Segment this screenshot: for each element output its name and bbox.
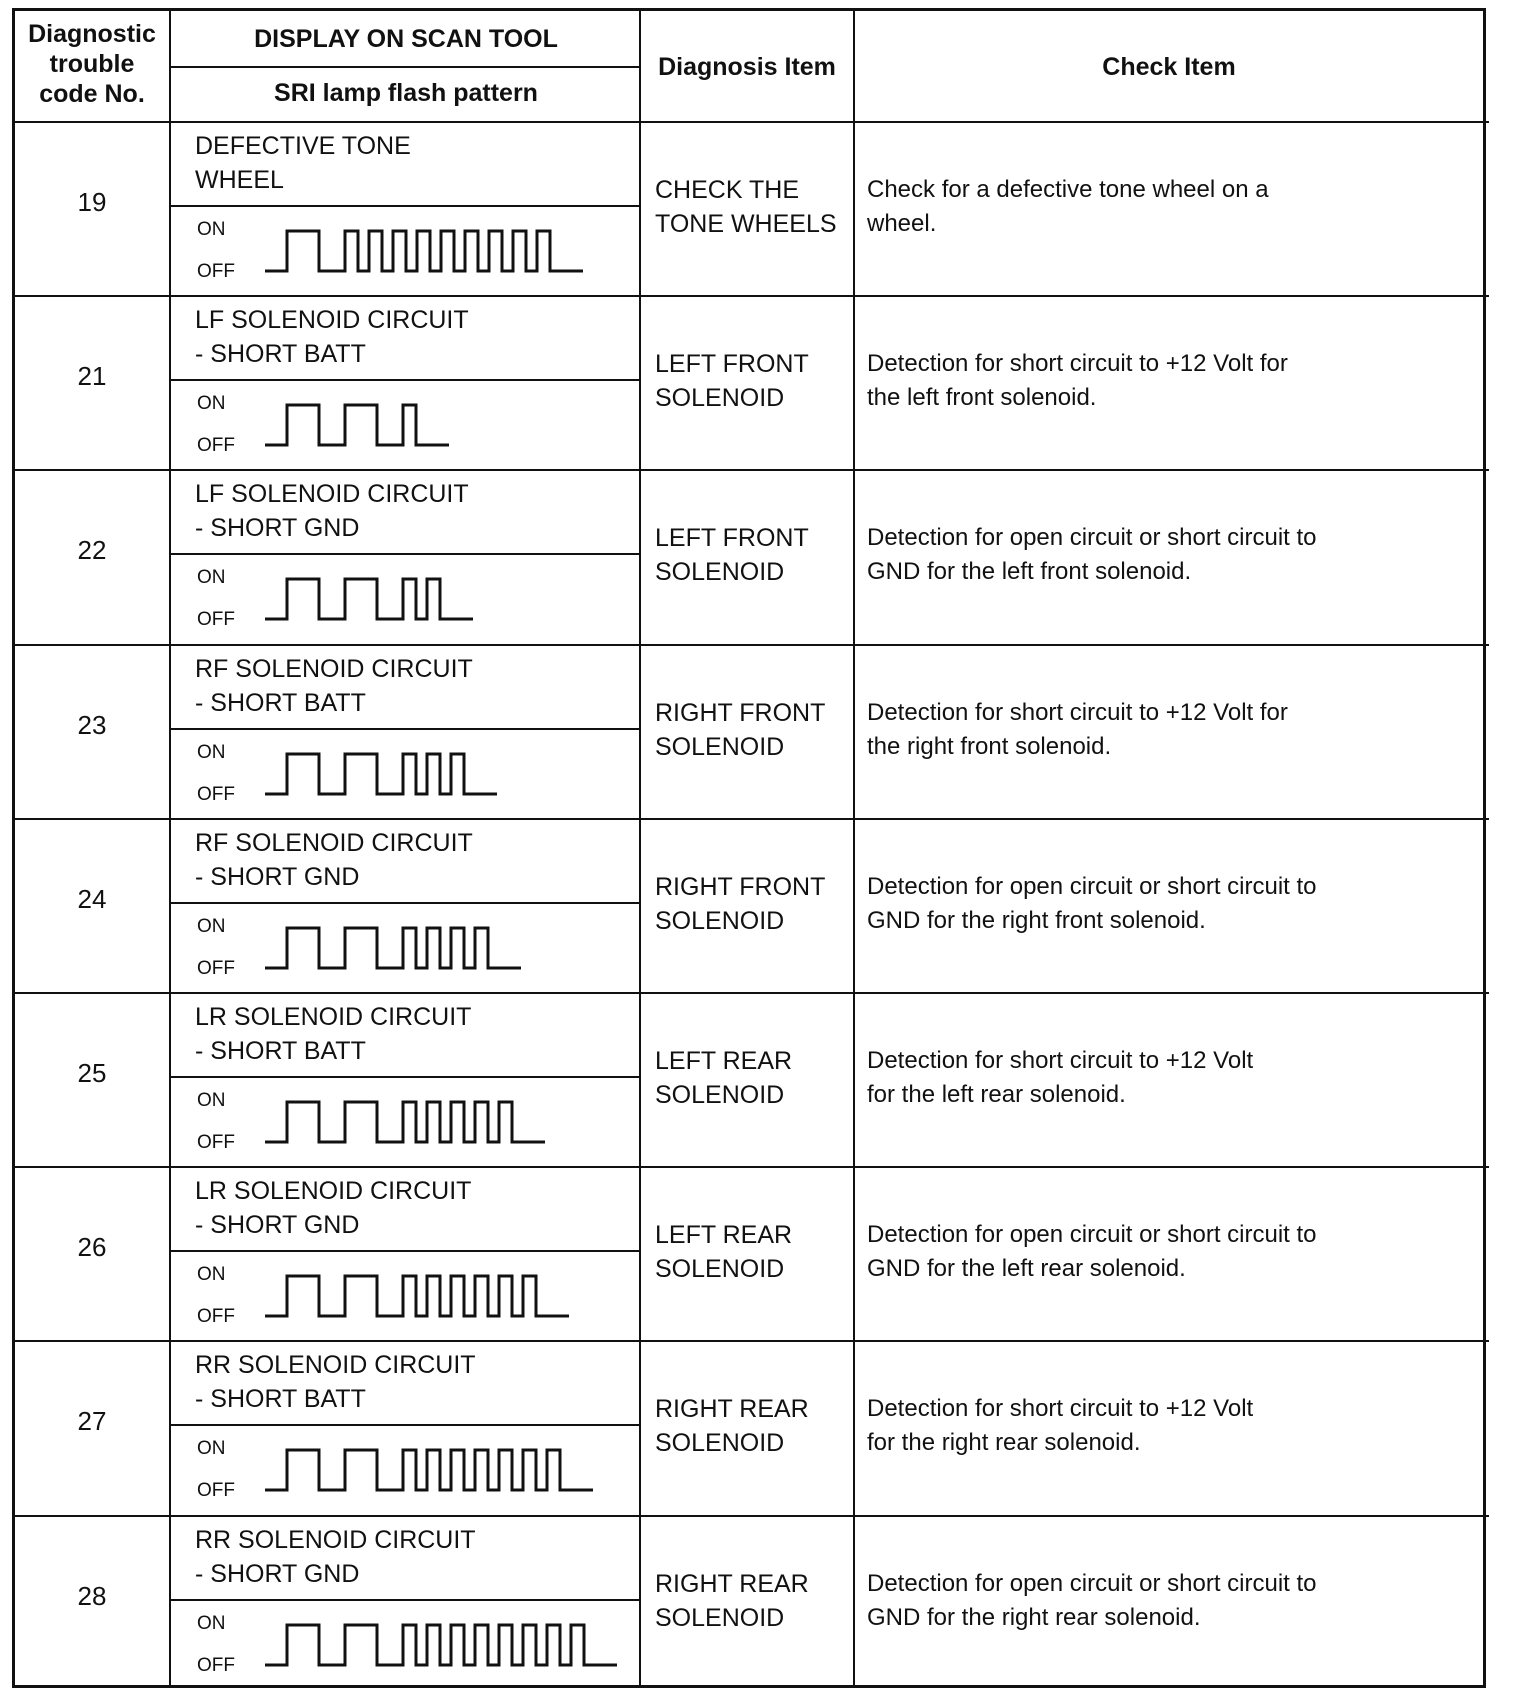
display-title: LR SOLENOID CIRCUIT - SHORT BATT bbox=[195, 1003, 472, 1065]
dtc-code: 25 bbox=[77, 1058, 107, 1088]
diagnosis-item: LEFT REAR SOLENOID bbox=[655, 1221, 793, 1284]
row-sub-divider bbox=[169, 1076, 639, 1078]
col-divider-2 bbox=[639, 11, 641, 1685]
row-divider bbox=[15, 644, 1489, 646]
on-label: ON bbox=[197, 1438, 226, 1460]
check-item: Detection for short circuit to +12 Volt for the right rear solenoid. bbox=[867, 1395, 1254, 1457]
header-code-line-3: code No. bbox=[39, 80, 145, 108]
header-sub-divider bbox=[169, 66, 639, 68]
row-divider bbox=[15, 1166, 1489, 1168]
row-sub-divider bbox=[169, 205, 639, 207]
display-title: LR SOLENOID CIRCUIT - SHORT GND bbox=[195, 1177, 472, 1240]
on-label: ON bbox=[197, 219, 226, 240]
dtc-table bbox=[12, 8, 1486, 1688]
header-diagnosis: Diagnosis Item bbox=[658, 53, 836, 81]
dtc-code: 24 bbox=[77, 883, 107, 914]
waveform-path bbox=[265, 1450, 593, 1490]
off-label: OFF bbox=[197, 1480, 235, 1502]
display-title: LF SOLENOID CIRCUIT - SHORT GND bbox=[195, 480, 469, 543]
flash-pattern-waveform bbox=[265, 1440, 635, 1500]
dtc-code: 22 bbox=[77, 535, 107, 566]
row-sub-divider bbox=[169, 553, 639, 555]
diagnosis-item: RIGHT FRONT SOLENOID bbox=[655, 872, 826, 935]
waveform-path bbox=[265, 928, 521, 968]
check-item: Detection for short circuit to +12 Volt for the left rear solenoid. bbox=[867, 1047, 1254, 1108]
waveform-path bbox=[265, 405, 449, 445]
on-label: ON bbox=[197, 741, 226, 763]
dtc-code: 19 bbox=[77, 187, 107, 217]
col-divider-1 bbox=[169, 11, 171, 1685]
display-title: RR SOLENOID CIRCUIT - SHORT GND bbox=[195, 1525, 476, 1588]
on-label: ON bbox=[197, 1264, 226, 1286]
header-code-column bbox=[15, 19, 169, 109]
diagnosis-item: RIGHT FRONT SOLENOID bbox=[655, 698, 826, 761]
waveform-path bbox=[265, 1276, 569, 1316]
waveform-path bbox=[265, 231, 583, 271]
dtc-code: 26 bbox=[77, 1232, 107, 1263]
off-label: OFF bbox=[197, 261, 235, 282]
diagnosis-item: LEFT FRONT SOLENOID bbox=[655, 350, 809, 413]
row-sub-divider bbox=[169, 1424, 639, 1426]
row-sub-divider bbox=[169, 379, 639, 381]
off-label: OFF bbox=[197, 609, 235, 631]
flash-pattern-waveform bbox=[265, 221, 635, 281]
dtc-code: 27 bbox=[77, 1406, 107, 1437]
row-sub-divider bbox=[169, 902, 639, 904]
on-label: ON bbox=[197, 1612, 226, 1634]
flash-pattern-waveform bbox=[265, 1092, 635, 1152]
check-item: Detection for short circuit to +12 Volt for the left front solenoid. bbox=[867, 350, 1288, 412]
diagnosis-item: CHECK THE TONE WHEELS bbox=[655, 176, 837, 238]
header-display: DISPLAY ON SCAN TOOL bbox=[254, 25, 558, 53]
row-divider bbox=[15, 1340, 1489, 1342]
dtc-code: 21 bbox=[77, 361, 107, 392]
on-label: ON bbox=[197, 393, 226, 415]
header-code-line-2: trouble bbox=[49, 50, 135, 78]
flash-pattern-waveform bbox=[265, 1615, 635, 1675]
waveform-path bbox=[265, 1102, 545, 1142]
diagnosis-item: RIGHT REAR SOLENOID bbox=[655, 1569, 809, 1632]
diagnosis-item: LEFT REAR SOLENOID bbox=[655, 1047, 793, 1109]
off-label: OFF bbox=[197, 435, 235, 457]
check-item: Detection for open circuit or short circuit to GND for the right front solenoid. bbox=[867, 872, 1317, 934]
flash-pattern-waveform bbox=[265, 395, 635, 455]
row-divider bbox=[15, 469, 1489, 471]
off-label: OFF bbox=[197, 1306, 235, 1328]
display-title: RF SOLENOID CIRCUIT - SHORT GND bbox=[195, 828, 473, 891]
check-item: Detection for open circuit or short circuit to GND for the left rear solenoid. bbox=[867, 1221, 1317, 1283]
on-label: ON bbox=[197, 1090, 226, 1111]
off-label: OFF bbox=[197, 1654, 235, 1676]
check-item: Detection for open circuit or short circuit to GND for the left front solenoid. bbox=[867, 524, 1317, 586]
row-divider bbox=[15, 295, 1489, 297]
row-sub-divider bbox=[169, 1599, 639, 1601]
flash-pattern-waveform bbox=[265, 569, 635, 629]
header-check: Check Item bbox=[1102, 53, 1236, 81]
flash-pattern-waveform bbox=[265, 918, 635, 978]
row-sub-divider bbox=[169, 1250, 639, 1252]
check-item: Detection for short circuit to +12 Volt for the right front solenoid. bbox=[867, 698, 1288, 760]
header-flash-pattern: SRI lamp flash pattern bbox=[274, 79, 538, 107]
row-divider bbox=[15, 992, 1489, 994]
flash-pattern-waveform bbox=[265, 1266, 635, 1326]
row-sub-divider bbox=[169, 728, 639, 730]
col-divider-3 bbox=[853, 11, 855, 1685]
check-item: Detection for open circuit or short circuit to GND for the right rear solenoid. bbox=[867, 1569, 1317, 1631]
check-item: Check for a defective tone wheel on a wheel. bbox=[867, 176, 1269, 237]
display-title: DEFECTIVE TONE WHEEL bbox=[195, 132, 411, 194]
row-divider bbox=[15, 1515, 1489, 1517]
waveform-path bbox=[265, 754, 497, 794]
row-divider bbox=[15, 818, 1489, 820]
header-code-line-1: Diagnostic bbox=[28, 20, 156, 48]
waveform-path bbox=[265, 1625, 617, 1665]
waveform-path bbox=[265, 579, 473, 619]
off-label: OFF bbox=[197, 957, 235, 979]
on-label: ON bbox=[197, 915, 226, 937]
display-title: RF SOLENOID CIRCUIT - SHORT BATT bbox=[195, 654, 473, 717]
on-label: ON bbox=[197, 567, 226, 589]
dtc-code: 28 bbox=[77, 1580, 107, 1611]
row-divider bbox=[15, 121, 1489, 123]
flash-pattern-waveform bbox=[265, 744, 635, 804]
off-label: OFF bbox=[197, 1132, 235, 1153]
diagnosis-item: LEFT FRONT SOLENOID bbox=[655, 524, 809, 587]
display-title: RR SOLENOID CIRCUIT - SHORT BATT bbox=[195, 1351, 476, 1414]
dtc-code: 23 bbox=[77, 709, 107, 740]
off-label: OFF bbox=[197, 783, 235, 805]
display-title: LF SOLENOID CIRCUIT - SHORT BATT bbox=[195, 306, 469, 369]
diagnosis-item: RIGHT REAR SOLENOID bbox=[655, 1395, 809, 1458]
